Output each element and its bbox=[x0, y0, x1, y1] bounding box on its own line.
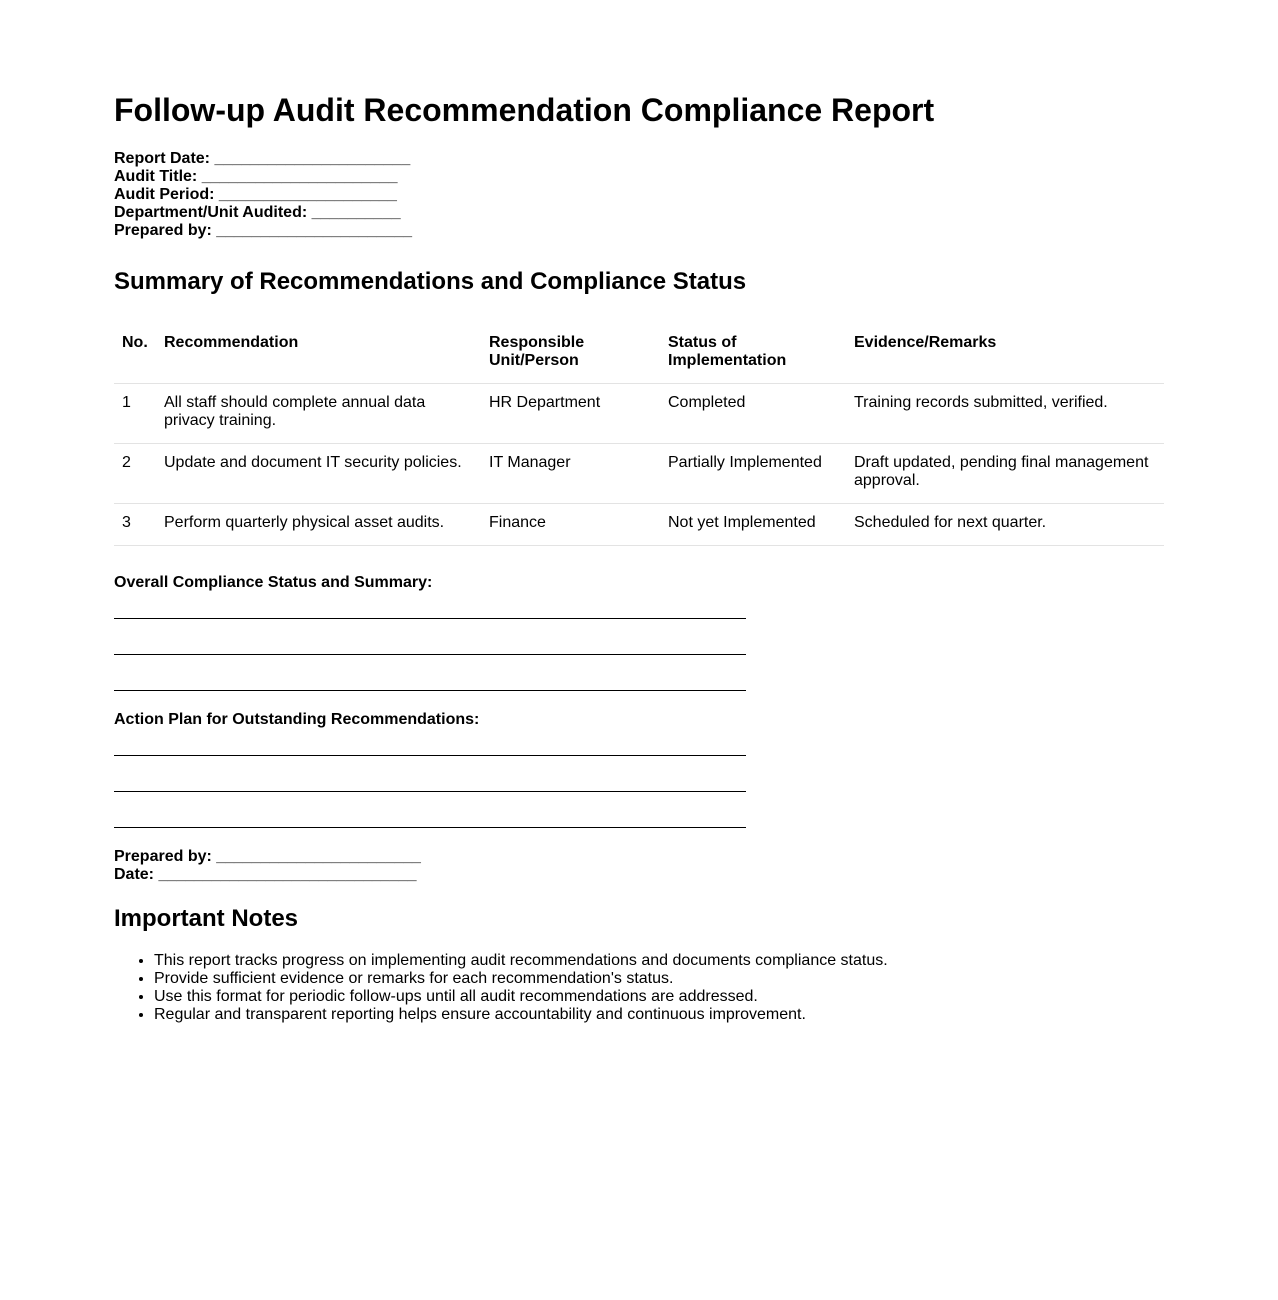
signoff-prepared-by: Prepared by: _______________________ bbox=[114, 848, 421, 865]
action-plan-line[interactable] bbox=[114, 791, 746, 792]
notes-heading: Important Notes bbox=[114, 905, 299, 932]
header-recommendation: Recommendation bbox=[156, 324, 481, 384]
audit-period-field: Audit Period: ____________________ bbox=[114, 186, 397, 203]
cell-status: Not yet Implemented bbox=[660, 504, 846, 546]
cell-no: 1 bbox=[114, 384, 156, 444]
summary-heading: Summary of Recommendations and Compliance Status bbox=[114, 268, 747, 295]
header-responsible: Responsible Unit/Person bbox=[481, 324, 660, 384]
cell-responsible: HR Department bbox=[481, 384, 660, 444]
signoff-block bbox=[114, 848, 1164, 884]
recommendations-table bbox=[114, 324, 1164, 546]
cell-status: Partially Implemented bbox=[660, 444, 846, 504]
table-row bbox=[114, 444, 1164, 504]
cell-no: 2 bbox=[114, 444, 156, 504]
cell-evidence: Draft updated, pending final management approval. bbox=[846, 444, 1164, 504]
action-plan-label: Action Plan for Outstanding Recommendations: bbox=[114, 711, 480, 728]
overall-compliance-label: Overall Compliance Status and Summary: bbox=[114, 574, 433, 591]
page-title: Follow-up Audit Recommendation Compliance Report bbox=[114, 92, 935, 128]
cell-responsible: IT Manager bbox=[481, 444, 660, 504]
cell-recommendation: All staff should complete annual data privacy training. bbox=[156, 384, 481, 444]
list-item: • This report tracks progress on implementing audit recommendations and documents compliance status. bbox=[154, 952, 1164, 970]
overall-summary-line[interactable] bbox=[114, 654, 746, 655]
signoff-date: Date: _____________________________ bbox=[114, 866, 417, 883]
department-field: Department/Unit Audited: __________ bbox=[114, 204, 401, 221]
header-evidence: Evidence/Remarks bbox=[846, 324, 1164, 384]
notes-list bbox=[114, 952, 1164, 1024]
report-date-field: Report Date: ______________________ bbox=[114, 150, 411, 167]
cell-responsible: Finance bbox=[481, 504, 660, 546]
prepared-by-field: Prepared by: ______________________ bbox=[114, 222, 413, 239]
cell-no: 3 bbox=[114, 504, 156, 546]
header-no: No. bbox=[114, 324, 156, 384]
audit-title-field: Audit Title: ______________________ bbox=[114, 168, 398, 185]
table-row bbox=[114, 504, 1164, 546]
action-plan-line[interactable] bbox=[114, 827, 746, 828]
overall-summary-line[interactable] bbox=[114, 690, 746, 691]
report-meta bbox=[114, 150, 1164, 240]
cell-recommendation: Update and document IT security policies. bbox=[156, 444, 481, 504]
list-item: • Provide sufficient evidence or remarks for each recommendation's status. bbox=[154, 970, 1164, 988]
overall-summary-line[interactable] bbox=[114, 618, 746, 619]
header-status: Status of Implementation bbox=[660, 324, 846, 384]
cell-recommendation: Perform quarterly physical asset audits. bbox=[156, 504, 481, 546]
action-plan-line[interactable] bbox=[114, 755, 746, 756]
list-item: • Regular and transparent reporting helps ensure accountability and continuous improvement. bbox=[154, 1006, 1164, 1024]
table-row bbox=[114, 384, 1164, 444]
cell-evidence: Training records submitted, verified. bbox=[846, 384, 1164, 444]
list-item: • Use this format for periodic follow-ups until all audit recommendations are addressed. bbox=[154, 988, 1164, 1006]
cell-evidence: Scheduled for next quarter. bbox=[846, 504, 1164, 546]
table-header-row bbox=[114, 324, 1164, 384]
cell-status: Completed bbox=[660, 384, 846, 444]
